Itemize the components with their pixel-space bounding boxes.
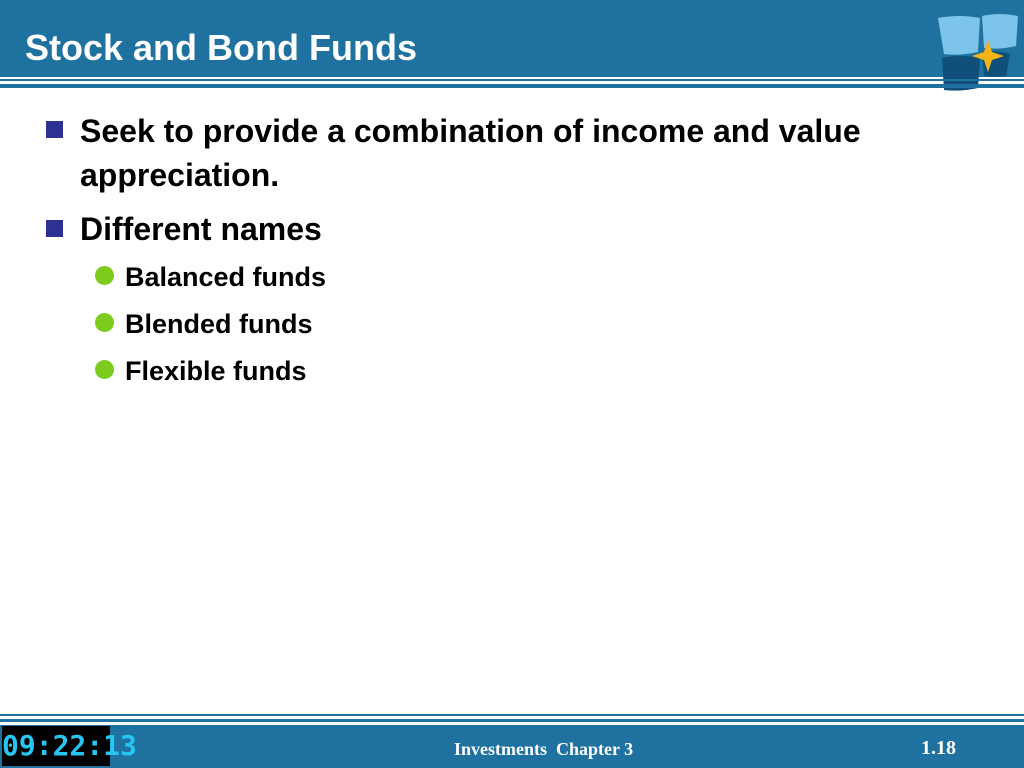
footer-divider bbox=[0, 714, 1024, 716]
sub-bullet-item: Flexible funds bbox=[125, 356, 307, 386]
sub-bullet-item: Balanced funds bbox=[125, 262, 327, 292]
page-number: 1.18 bbox=[921, 737, 956, 759]
footer-divider-thick bbox=[0, 719, 1024, 722]
slide-title: Stock and Bond Funds bbox=[25, 27, 417, 68]
sub-bullet-item: Blended funds bbox=[125, 309, 313, 339]
bullet-item: Different names bbox=[80, 211, 322, 247]
clock-display: 09:22:13 bbox=[2, 726, 110, 766]
round-bullet-icon bbox=[95, 266, 114, 285]
round-bullet-icon bbox=[95, 360, 114, 379]
header-divider bbox=[0, 79, 1024, 81]
square-bullet-icon bbox=[46, 121, 63, 138]
bullet-item: Seek to provide a combination of income and value appreciation. bbox=[80, 113, 861, 193]
footer-text: Investments Chapter 3 bbox=[454, 739, 634, 759]
round-bullet-icon bbox=[95, 313, 114, 332]
header-divider-thick bbox=[0, 84, 1024, 88]
square-bullet-icon bbox=[46, 220, 63, 237]
